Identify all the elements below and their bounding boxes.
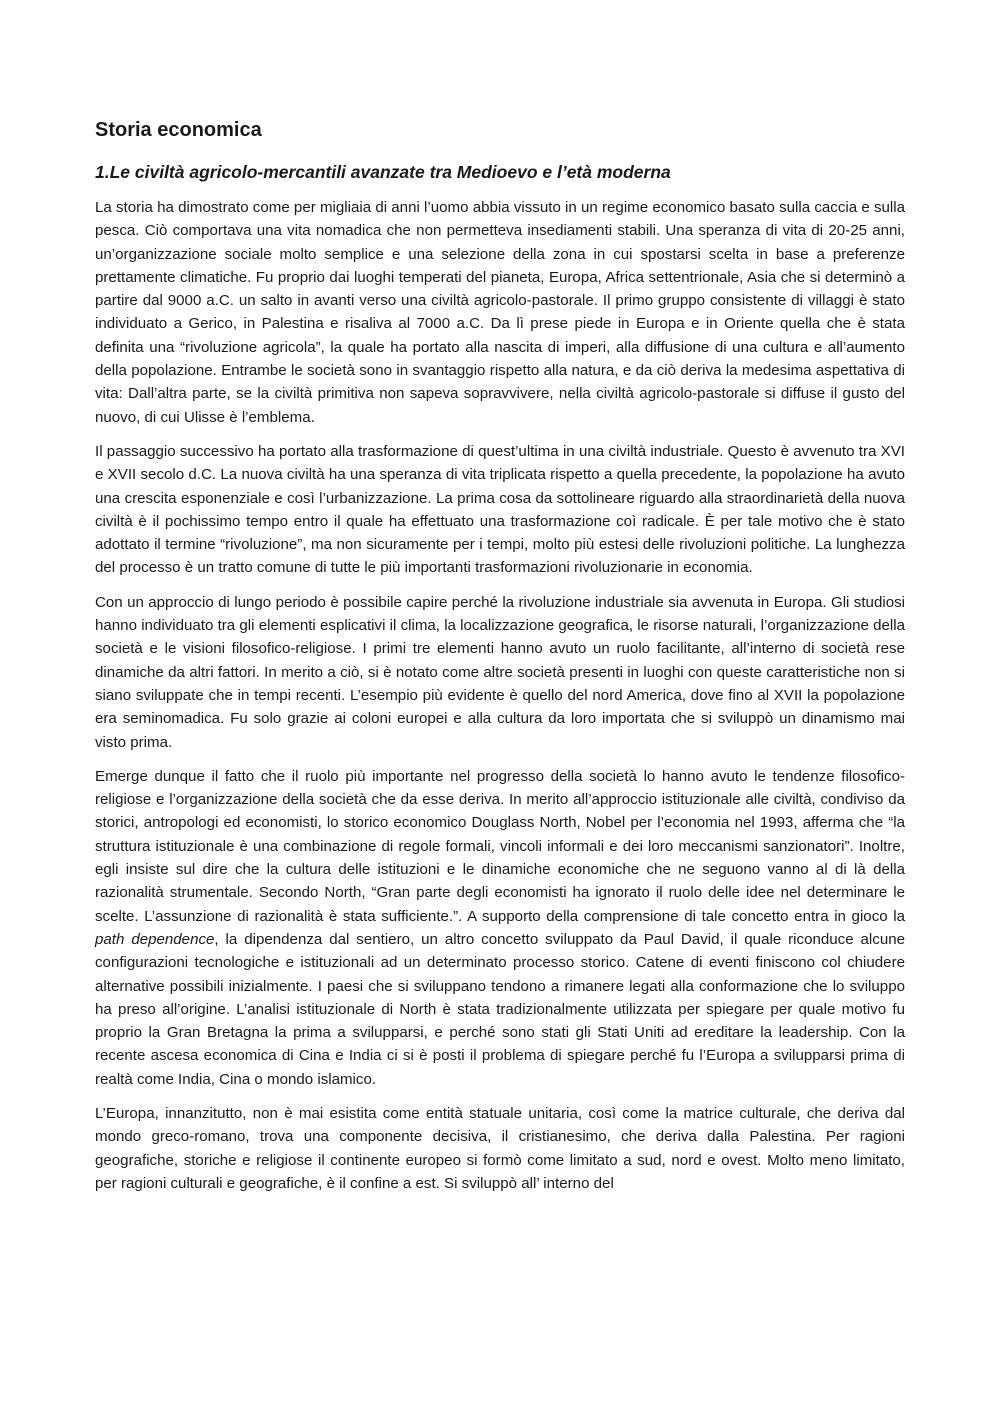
- paragraph-3: Con un approccio di lungo periodo è possibile capire perché la rivoluzione industriale sia avvenuta in Europa. Gli studiosi hanno individuato tra gli elementi esplicativi il clima, la localizzazione geografica, le risorse naturali, l’organizzazione della società e le visioni filosofico-religiose. I primi tre elementi hanno avuto un ruolo facilitante, all’interno di società rese dinamiche da altri fattori. In merito a ciò, si è notato come altre società presenti in luoghi con queste caratteristiche non si siano sviluppate che in tempi recenti. L’esempio più evidente è quello del nord America, dove fino al XVII la popolazione era seminomadica. Fu solo grazie ai coloni europei e alla cultura da loro importata che si sviluppò un dinamismo mai visto prima.: [95, 593, 905, 751]
- paragraph-4: [95, 765, 905, 1091]
- paragraph-5: L’Europa, innanzitutto, non è mai esistita come entità statuale unitaria, così come la matrice culturale, che deriva dal mondo greco-romano, trova una componente decisiva, il cristianesimo, che deriva dalla Palestina. Per ragioni geografiche, storiche e religiose il continente europeo si formò come limitato a sud, nord e ovest. Molto meno limitato, per ragioni culturali e geografiche, è il confine a est. Si sviluppò all’ interno del: [95, 1104, 905, 1192]
- section-title: 1.Le civiltà agricolo-mercantili avanzate tra Medioevo e l’età moderna: [95, 162, 671, 182]
- document-page: [95, 116, 905, 1206]
- paragraph-4-emphasis: path dependence: [95, 930, 215, 948]
- paragraph-4-text-before: Emerge dunque il fatto che il ruolo più importante nel progresso della società lo hanno avuto le tendenze filosofico-religiose e l’organizzazione della società che da esse deriva. In merito all’approccio istituzionale alle civiltà, condiviso da storici, antropologi ed economisti, lo storico economico Douglass North, Nobel per l’economia nel 1993, afferma che “la struttura istituzionale è una combinazione di regole formali, vincoli informali e dei loro meccanismi sanzionatori”. Inoltre, egli insiste sul dire che la cultura delle istituzioni e le dinamiche economiche che ne seguono vanno al di là della razionalità strumentale. Secondo North, “Gran parte degli economisti ha ignorato il ruolo delle idee nel determinare le scelte. L’assunzione di razionalità è stata sufficiente.”. A supporto della comprensione di tale concetto entra in gioco la: [95, 767, 905, 925]
- paragraph-1: La storia ha dimostrato come per migliaia di anni l’uomo abbia vissuto in un regime economico basato sulla caccia e sulla pesca. Ciò comportava una vita nomadica che non permetteva insediamenti stabili. Una speranza di vita di 20-25 anni, un’organizzazione sociale molto semplice e una selezione della zona in cui spostarsi scelta in base a preferenze prettamente climatiche. Fu proprio dai luoghi temperati del pianeta, Europa, Africa settentrionale, Asia che si determinò a partire dal 9000 a.C. un salto in avanti verso una civiltà agricolo-pastorale. Il primo gruppo consistente di villaggi è stato individuato a Gerico, in Palestina e risaliva al 7000 a.C. Da lì prese piede in Europa e in Oriente quella che è stata definita una “rivoluzione agricola”, la quale ha portato alla nascita di imperi, alla diffusione di una cultura e all’aumento della popolazione. Entrambe le società sono in svantaggio rispetto alla natura, e da ciò deriva la medesima aspettativa di vita: Dall’altra parte, se la civiltà primitiva non sapeva sopravvivere, nella civiltà agricolo-pastorale si diffuse il gusto del nuovo, di cui Ulisse è l’emblema.: [95, 199, 905, 426]
- paragraph-2: Il passaggio successivo ha portato alla trasformazione di quest’ultima in una civiltà industriale. Questo è avvenuto tra XVI e XVII secolo d.C. La nuova civiltà ha una speranza di vita triplicata rispetto a quella precedente, la popolazione ha avuto una crescita esponenziale e così l’urbanizzazione. La prima cosa da sottolineare riguardo alla straordinarietà della nuova civiltà è il pochissimo tempo entro il quale ha effettuato una trasformazione coì radicale. È per tale motivo che è stato adottato il termine “rivoluzione”, ma non sicuramente per i tempi, molto più estesi delle rivoluzioni politiche. La lunghezza del processo è un tratto comune di tutte le più importanti trasformazioni rivoluzionarie in economia.: [95, 442, 905, 577]
- paragraph-4-text-after: , la dipendenza dal sentiero, un altro concetto sviluppato da Paul David, il quale riconduce alcune configurazioni tecnologiche e istituzionali ad un determinato processo storico. Catene di eventi finiscono col chiudere alternative possibili inizialmente. I paesi che si sviluppano tendono a rimanere legati alla conformazione che lo sviluppo ha preso all’origine. L’analisi istituzionale di North è stata tradizionalmente utilizzata per spiegare per quale motivo fu proprio la Gran Bretagna la prima a svilupparsi, e perché sono stati gli Stati Uniti ad ereditare la leadership. Con la recente ascesa economica di Cina e India ci si è posti il problema di spiegare perché fu l’Europa a svilupparsi prima di realtà come India, Cina o mondo islamico.: [95, 930, 906, 1088]
- document-title: Storia economica: [95, 119, 262, 141]
